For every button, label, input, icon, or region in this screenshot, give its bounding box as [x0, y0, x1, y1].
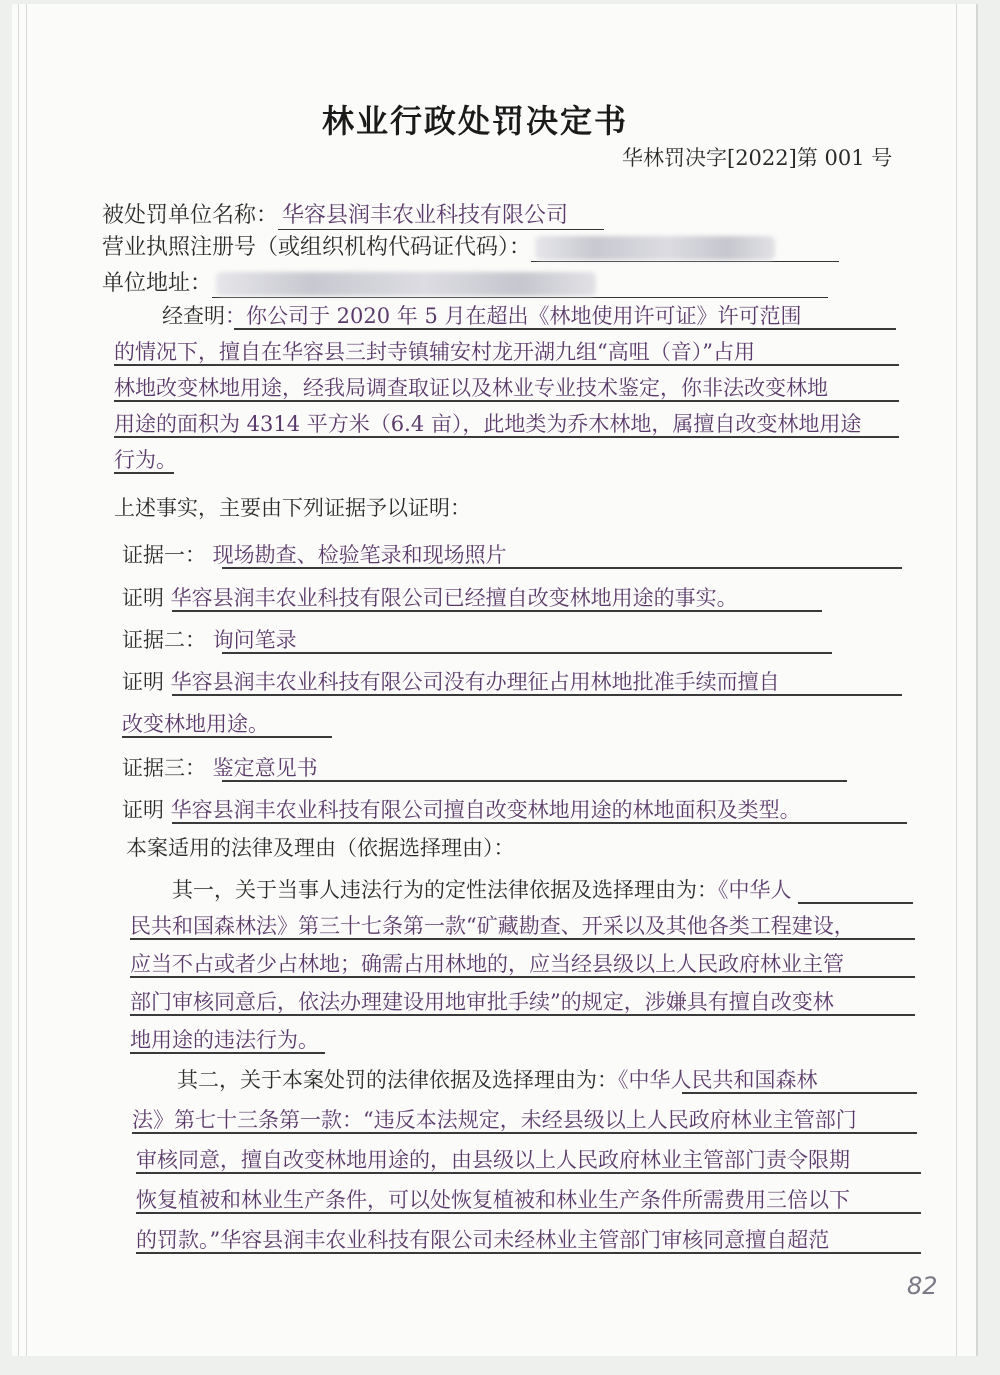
body-line: [177, 1064, 818, 1094]
body-line: [132, 1104, 857, 1134]
underline: [172, 822, 907, 824]
underline: [222, 652, 832, 654]
printed-text: 证明: [122, 670, 164, 694]
underline: [798, 902, 913, 904]
underline: [114, 436, 899, 438]
handwritten-text: 《中华人民共和国森林: [618, 1068, 818, 1092]
body-line: [114, 444, 177, 474]
printed-text: 证明: [122, 798, 164, 822]
unit-name-field: [102, 198, 604, 230]
handwritten-text: 询问笔录: [206, 628, 297, 652]
printed-text: 上述事实，主要由下列证据予以证明：: [114, 496, 471, 520]
underline: [136, 1252, 921, 1254]
underline: [682, 1092, 917, 1094]
underline: [130, 1014, 915, 1016]
handwritten-text: 华容县润丰农业科技有限公司擅自改变林地用途的林地面积及类型。: [164, 798, 801, 822]
unit-name-value: 华容县润丰农业科技有限公司: [278, 198, 604, 230]
underline: [222, 567, 902, 569]
underline: [136, 1212, 921, 1214]
underline: [132, 1132, 917, 1134]
handwritten-text: 的情况下，擅自在华容县三封寺镇辅安村龙开湖九组“高咀（音）”占用: [114, 340, 755, 364]
handwritten-text: 林地改变林地用途，经我局调查取证以及林业专业技术鉴定，你非法改变林地: [114, 376, 828, 400]
underline: [122, 736, 332, 738]
underline: [130, 938, 915, 940]
handwritten-text: 恢复植被和林业生产条件，可以处恢复植被和林业生产条件所需费用三倍以下: [136, 1188, 850, 1212]
underline: [114, 472, 174, 474]
handwritten-text: 地用途的违法行为。: [130, 1028, 319, 1052]
scan-edge-left-inner: [26, 4, 27, 1356]
handwritten-text: 改变林地用途。: [122, 712, 269, 736]
body-line: [130, 1024, 319, 1054]
body-line: [162, 300, 802, 330]
license-field: [102, 230, 839, 262]
printed-text: 证据三：: [122, 756, 206, 780]
document-title: 林业行政处罚决定书: [322, 102, 629, 140]
body-line: [172, 874, 792, 904]
body-line: [114, 372, 828, 402]
body-line: [130, 910, 855, 940]
body-line: [122, 752, 318, 782]
address-label: 单位地址：: [102, 271, 213, 296]
handwritten-text: 用途的面积为 4314 平方米（6.4 亩），此地类为乔木林地，属擅自改变林地用途: [114, 412, 862, 436]
body-line: [122, 794, 801, 824]
address-redaction: [216, 272, 596, 296]
body-line: [114, 336, 755, 366]
handwritten-text: 《中华人: [718, 878, 792, 902]
underline: [114, 400, 899, 402]
license-value: [531, 235, 839, 262]
printed-text: 其二，关于本案处罚的法律依据及选择理由为：: [177, 1068, 618, 1092]
handwritten-text: 审核同意，擅自改变林地用途的，由县级以上人民政府林业主管部门责令限期: [136, 1148, 850, 1172]
printed-text: 其一，关于当事人违法行为的定性法律依据及选择理由为：: [172, 878, 718, 902]
document-number: 华林罚决字[2022]第 001 号: [622, 146, 893, 170]
address-field: [102, 266, 828, 298]
underline: [172, 694, 902, 696]
body-line: [126, 832, 515, 862]
printed-text: 本案适用的法律及理由（依据选择理由）：: [126, 836, 515, 860]
handwritten-text: 华容县润丰农业科技有限公司已经擅自改变林地用途的事实。: [164, 586, 738, 610]
printed-text: 证明: [122, 586, 164, 610]
handwritten-text: 的罚款。”华容县润丰农业科技有限公司未经林业主管部门审核同意擅自超范: [136, 1228, 830, 1252]
body-line: [136, 1144, 850, 1174]
body-line: [122, 666, 780, 696]
handwritten-text: 部门审核同意后，依法办理建设用地审批手续”的规定，涉嫌具有擅自改变林: [130, 990, 834, 1014]
underline: [222, 780, 847, 782]
printed-text: 证据二：: [122, 628, 206, 652]
license-label: 营业执照注册号（或组织机构代码证代码）：: [102, 235, 532, 260]
handwritten-text: ：你公司于 2020 年 5 月在超出《林地使用许可证》许可范围: [225, 304, 802, 328]
page-number: 82: [907, 1272, 938, 1300]
handwritten-text: 行为。: [114, 448, 177, 472]
underline: [172, 610, 822, 612]
printed-text: 经查明: [162, 304, 225, 328]
body-line: [136, 1224, 829, 1254]
underline: [130, 1052, 325, 1054]
underline: [114, 364, 899, 366]
handwritten-text: 华容县润丰农业科技有限公司没有办理征占用林地批准手续而擅自: [164, 670, 780, 694]
scan-edge-right: [956, 4, 957, 1356]
body-line: [130, 986, 834, 1016]
document-page: [12, 4, 978, 1356]
license-redaction: [535, 236, 775, 260]
handwritten-text: 现场勘查、检验笔录和现场照片: [206, 543, 507, 567]
handwritten-text: 应当不占或者少占林地；确需占用林地的，应当经县级以上人民政府林业主管: [130, 952, 844, 976]
body-line: [130, 948, 844, 978]
handwritten-text: 法》第七十三条第一款：“违反本法规定，未经县级以上人民政府林业主管部门: [132, 1108, 857, 1132]
body-line: [122, 539, 507, 569]
body-line: [136, 1184, 850, 1214]
body-line: [122, 582, 738, 612]
underline: [136, 1172, 921, 1174]
body-line: [114, 492, 471, 522]
body-line: [114, 408, 861, 438]
address-value: [212, 271, 828, 298]
underline: [130, 976, 915, 978]
underline: [234, 328, 896, 330]
handwritten-text: 鉴定意见书: [206, 756, 318, 780]
printed-text: 证据一：: [122, 543, 206, 567]
unit-name-label: 被处罚单位名称：: [102, 203, 279, 228]
body-line: [122, 624, 297, 654]
scan-edge-left: [18, 4, 19, 1356]
body-line: [122, 708, 269, 738]
handwritten-text: 民共和国森林法》第三十七条第一款“矿藏勘查、开采以及其他各类工程建设，: [130, 914, 855, 938]
